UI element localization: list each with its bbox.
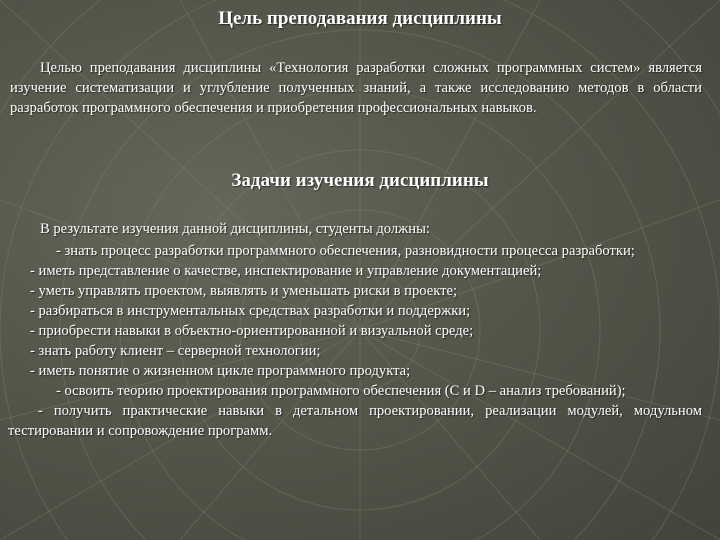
goal-paragraph: Целью преподавания дисциплины «Технология разработки сложных программных систем» является изучение систематизации и углубление полученных знаний, а также исследованию методов в области разработок программного обеспечения и приобретения профессиональных навыков.: [10, 60, 702, 116]
list-item: - знать процесс разработки программного обеспечения, разновидности процесса разработки;: [56, 243, 635, 259]
list-item: - уметь управлять проектом, выявлять и уменьшать риски в проекте;: [30, 283, 458, 299]
list-item: - получить практические навыки в детальном проектировании, реализации модулей, модульном тестировании и сопровождение программ.: [8, 403, 702, 439]
tasks-intro: В результате изучения данной дисциплины, студенты должны:: [40, 221, 430, 237]
tasks-heading: Задачи изучения дисциплины: [231, 170, 489, 191]
list-item: - приобрести навыки в объектно-ориентированной и визуальной среде;: [30, 323, 474, 339]
goal-heading: Цель преподавания дисциплины: [218, 8, 502, 29]
list-item: - иметь представление о качестве, инспектирование и управление документацией;: [30, 263, 542, 279]
list-item: - иметь понятие о жизненном цикле программного продукта;: [30, 363, 411, 379]
list-item: - разбираться в инструментальных средствах разработки и поддержки;: [30, 303, 471, 319]
list-item: - освоить теорию проектирования программного обеспечения (С и D – анализ требований);: [56, 383, 626, 399]
tasks-list: [8, 241, 702, 441]
list-item: - знать работу клиент – серверной технологии;: [30, 343, 321, 359]
